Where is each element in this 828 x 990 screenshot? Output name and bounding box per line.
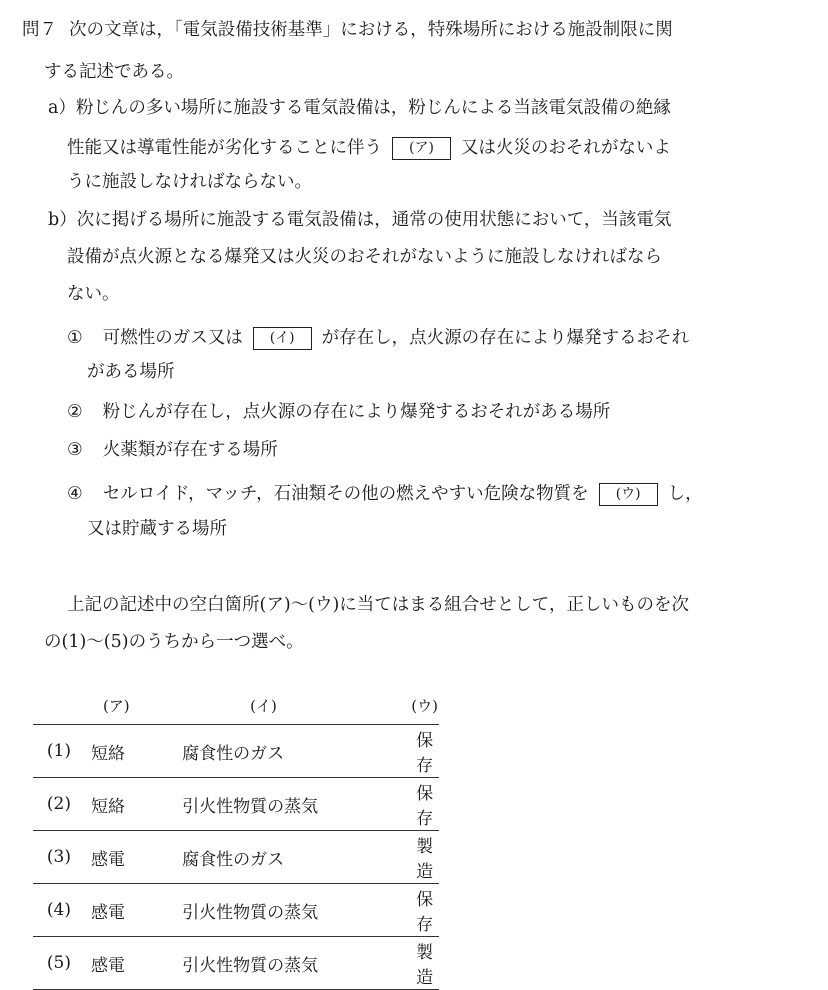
choice-number: (3) (33, 831, 85, 884)
answer-choices-table (33, 686, 439, 990)
sub-item-2 (67, 404, 610, 422)
item-a-line1 (48, 100, 671, 118)
choice-a: 短絡 (85, 778, 164, 831)
table-header-number (33, 686, 85, 725)
sub-item-3-text: 火薬類が存在する場所 (102, 440, 278, 460)
table-header-row (33, 686, 439, 725)
blank-i: (イ) (253, 327, 312, 350)
choice-number: (2) (33, 778, 85, 831)
item-a-line2-after: 又は火災のおそれがないよ (460, 138, 671, 158)
choice-u: 保存 (410, 884, 439, 937)
question-intro-text: 次の文章は，「電気設備技術基準」における，特殊場所における施設制限に関 (69, 20, 673, 40)
item-b-line2: 設備が点火源となる爆発又は火災のおそれがないように施設しなければなら (67, 247, 662, 267)
blank-a: (ア) (392, 137, 451, 160)
choice-u: 製造 (410, 831, 439, 884)
sub-item-1-after: が存在し，点火源の存在により爆発するおそれ (321, 328, 690, 348)
prompt-line2: の(1)～(5)のうちから一つ選べ。 (44, 632, 304, 652)
choice-number: (4) (33, 884, 85, 937)
table-header-i: (イ) (250, 696, 277, 715)
item-b-text: 次に掲げる場所に施設する電気設備は，通常の使用状態において，当該電気 (76, 210, 672, 230)
choice-i: 引火性物質の蒸気 (164, 937, 410, 990)
item-a-line3: うに施設しなければならない。 (67, 172, 312, 192)
blank-u: (ウ) (599, 483, 658, 506)
choice-u: 製造 (410, 937, 439, 990)
item-a-line2-before: 性能又は導電性能が劣化することに伴う (67, 138, 382, 158)
choice-i: 腐食性のガス (164, 725, 410, 778)
sub-item-1-line2: がある場所 (87, 362, 175, 382)
item-a-line2 (67, 137, 671, 160)
choice-a: 感電 (85, 884, 164, 937)
sub-item-2-text: 粉じんが存在し，点火源の存在により爆発するおそれがある場所 (102, 402, 611, 422)
choice-a: 短絡 (85, 725, 164, 778)
choice-i: 腐食性のガス (164, 831, 410, 884)
choice-i: 引火性物質の蒸気 (164, 778, 410, 831)
choice-number: (1) (33, 725, 85, 778)
sub-item-4-line2: 又は貯蔵する場所 (87, 519, 227, 539)
sub-item-4-line1 (67, 483, 703, 506)
choice-a: 感電 (85, 937, 164, 990)
sub-item-1-marker: ① (67, 328, 83, 348)
item-b-line1 (48, 212, 671, 230)
table-row (33, 778, 439, 831)
item-b-marker: b） (48, 210, 77, 230)
table-header-u: (ウ) (411, 696, 438, 715)
choice-a: 感電 (85, 831, 164, 884)
item-a-marker: a） (48, 98, 76, 118)
sub-item-4-after: し， (667, 484, 703, 504)
sub-item-3-marker: ③ (67, 440, 83, 460)
table-row (33, 884, 439, 937)
choice-u: 保存 (410, 778, 439, 831)
table-row (33, 937, 439, 990)
sub-item-1-before: 可燃性のガス又は (102, 328, 243, 348)
table-header-a: (ア) (102, 696, 130, 715)
prompt-line1: 上記の記述中の空白箇所(ア)～(ウ)に当てはまる組合せとして，正しいものを次 (67, 595, 689, 615)
item-b-line3: ない。 (67, 284, 120, 304)
sub-item-3 (67, 442, 278, 460)
item-a-text: 粉じんの多い場所に施設する電気設備は，粉じんによる当該電気設備の絶縁 (75, 98, 671, 118)
sub-item-1-line1 (67, 327, 689, 350)
choice-number: (5) (33, 937, 85, 990)
sub-item-4-before: セルロイド，マッチ，石油類その他の燃えやすい危険な物質を (102, 484, 589, 504)
table-row (33, 725, 439, 778)
question-intro-line2: する記述である。 (44, 62, 184, 82)
table-row (33, 831, 439, 884)
question-number: 問７ (22, 20, 57, 40)
sub-item-2-marker: ② (67, 402, 83, 422)
choice-u: 保存 (410, 725, 439, 778)
sub-item-4-marker: ④ (67, 484, 83, 504)
choice-i: 引火性物質の蒸気 (164, 884, 410, 937)
question-intro-line1 (22, 22, 673, 40)
